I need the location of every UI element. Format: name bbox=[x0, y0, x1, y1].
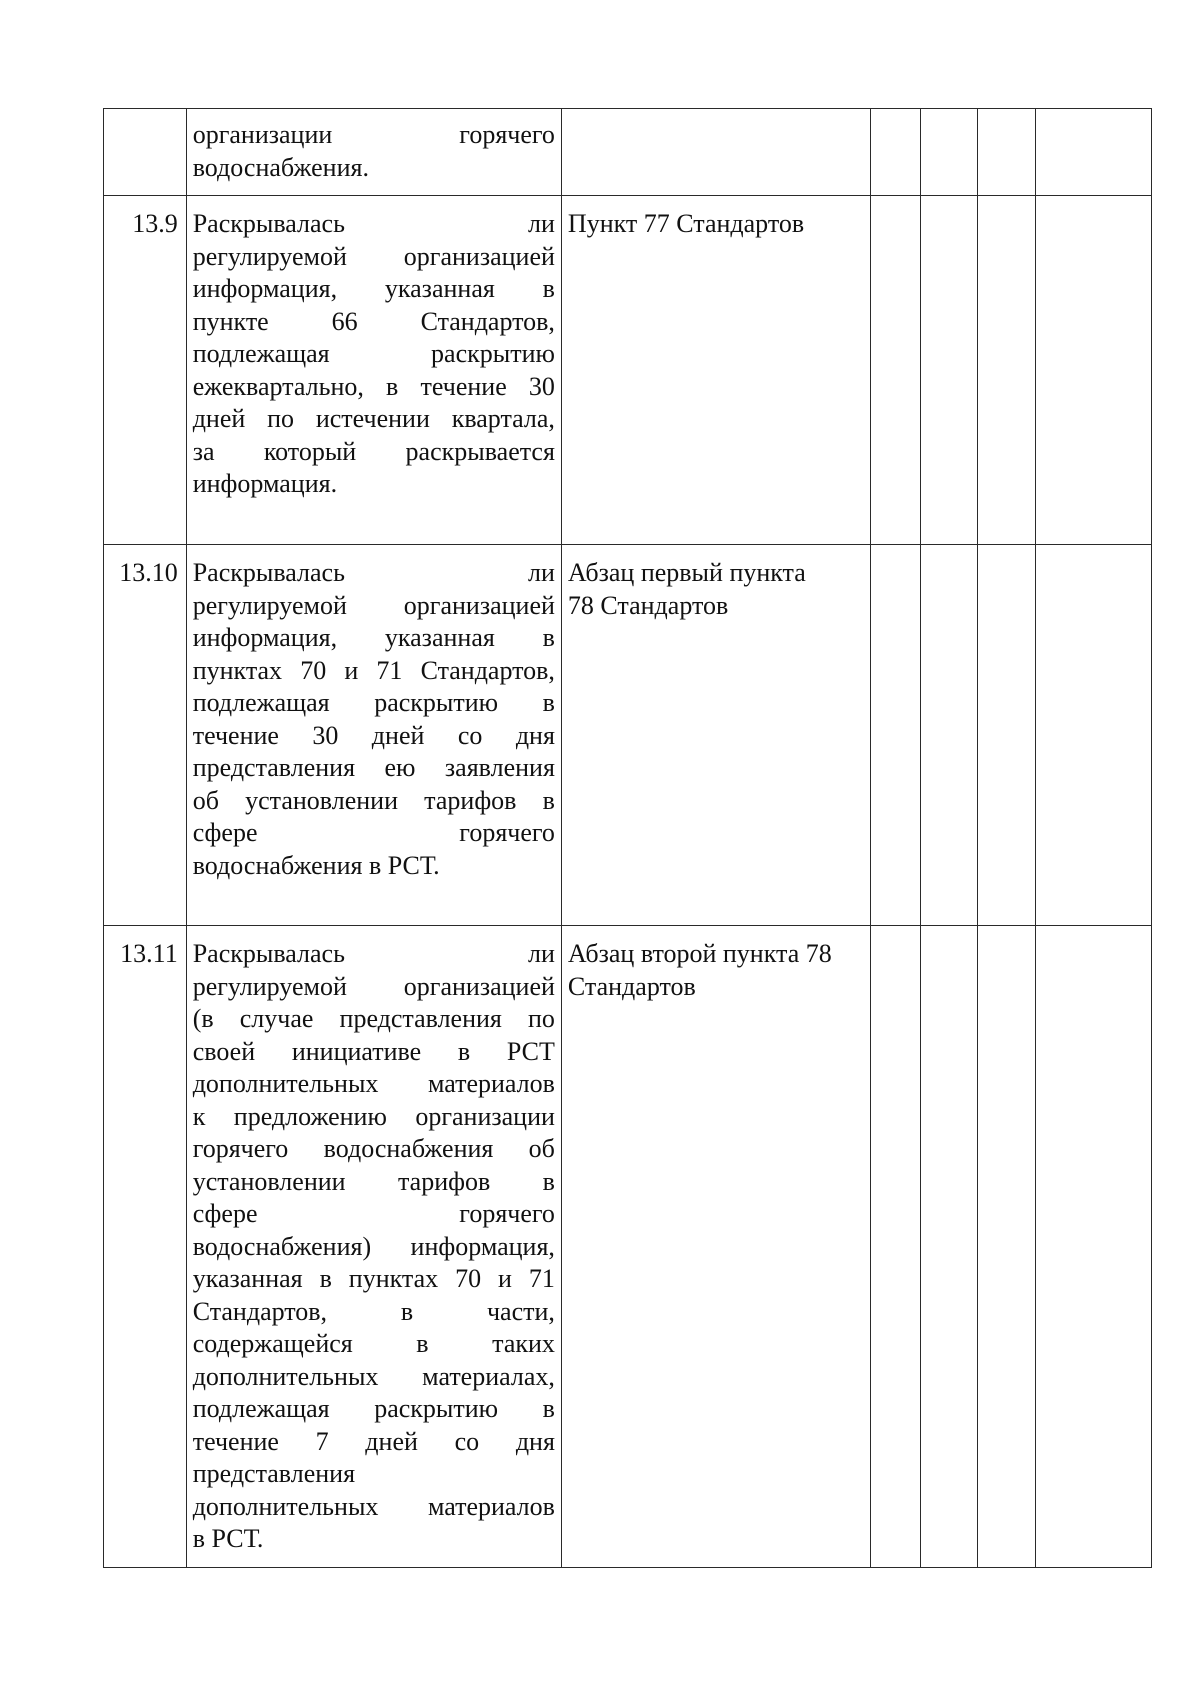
question-cell bbox=[186, 196, 561, 545]
question-line: пункте 66 Стандартов, bbox=[192, 306, 555, 336]
question-line: дополнительных материалов bbox=[192, 1491, 555, 1521]
row-number-cell bbox=[104, 109, 187, 196]
table-row bbox=[104, 109, 1152, 196]
question-line: представления ею заявления bbox=[192, 753, 555, 782]
answer-cell bbox=[978, 109, 1035, 196]
answer-cell bbox=[978, 926, 1035, 1568]
remarks-cell bbox=[1035, 109, 1151, 196]
question-line: за который раскрывается bbox=[192, 436, 555, 466]
remarks-cell bbox=[1035, 545, 1151, 926]
question-line: регулируемой организацией bbox=[192, 590, 555, 620]
table-row bbox=[104, 545, 1152, 926]
question-line: об установлении тарифов в bbox=[192, 785, 555, 815]
question-line: подлежащая раскрытию bbox=[192, 339, 555, 368]
question-line: к предложению организации bbox=[192, 1101, 555, 1131]
question-text bbox=[187, 926, 561, 1556]
question-line: водоснабжения) информация, bbox=[192, 1231, 555, 1261]
answer-cell bbox=[978, 545, 1035, 926]
answer-cell bbox=[870, 109, 920, 196]
question-line: дней по истечении квартала, bbox=[192, 404, 555, 433]
checklist-table bbox=[103, 108, 1152, 1568]
reference-text bbox=[562, 545, 870, 622]
question-line: сфере горячего bbox=[192, 818, 555, 847]
question-line: сфере горячего bbox=[192, 1199, 555, 1228]
reference-line: Абзац второй пункта 78 bbox=[567, 939, 832, 968]
table-row bbox=[104, 196, 1152, 545]
answer-cell bbox=[920, 109, 977, 196]
row-number: 13.11 bbox=[120, 939, 178, 968]
question-cell bbox=[186, 926, 561, 1568]
answer-cell bbox=[920, 545, 977, 926]
answer-cell bbox=[870, 196, 920, 545]
question-text bbox=[187, 196, 561, 501]
answer-cell bbox=[920, 926, 977, 1568]
question-line: своей инициативе в РСТ bbox=[192, 1036, 555, 1066]
reference-line: Пункт 77 Стандартов bbox=[567, 209, 805, 238]
question-text bbox=[187, 545, 561, 882]
answer-cell bbox=[870, 545, 920, 926]
remarks-cell bbox=[1035, 196, 1151, 545]
reference-cell bbox=[561, 109, 870, 196]
question-line: подлежащая раскрытию в bbox=[192, 1394, 555, 1423]
question-line: дополнительных материалов bbox=[192, 1069, 555, 1098]
reference-line: Стандартов bbox=[567, 971, 696, 1001]
question-line: ежеквартально, в течение 30 bbox=[192, 371, 555, 401]
question-line: информация, указанная в bbox=[192, 274, 555, 303]
table-row bbox=[104, 926, 1152, 1568]
row-number: 13.9 bbox=[132, 209, 178, 238]
question-line: пунктах 70 и 71 Стандартов, bbox=[192, 655, 555, 685]
question-line: Раскрывалась ли bbox=[192, 558, 555, 587]
row-number-cell bbox=[104, 926, 187, 1568]
question-line: в РСТ. bbox=[192, 1524, 264, 1553]
answer-cell bbox=[978, 196, 1035, 545]
question-line: течение 7 дней со дня bbox=[192, 1426, 555, 1456]
question-line: указанная в пунктах 70 и 71 bbox=[192, 1264, 555, 1293]
question-line: (в случае представления по bbox=[192, 1004, 555, 1033]
question-line: горячего водоснабжения об bbox=[192, 1134, 555, 1163]
question-line: информация, указанная в bbox=[192, 623, 555, 652]
question-line: водоснабжения. bbox=[192, 152, 369, 182]
question-line: водоснабжения в РСТ. bbox=[192, 850, 440, 880]
question-line: Раскрывалась ли bbox=[192, 939, 555, 968]
row-number-cell bbox=[104, 196, 187, 545]
question-line: регулируемой организацией bbox=[192, 971, 555, 1001]
reference-cell bbox=[561, 196, 870, 545]
reference-cell bbox=[561, 926, 870, 1568]
question-text bbox=[187, 109, 561, 184]
reference-cell bbox=[561, 545, 870, 926]
question-line: Стандартов, в части, bbox=[192, 1296, 555, 1326]
question-line: содержащейся в таких bbox=[192, 1329, 555, 1358]
remarks-cell bbox=[1035, 926, 1151, 1568]
question-line: дополнительных материалах, bbox=[192, 1361, 555, 1391]
reference-line: 78 Стандартов bbox=[567, 590, 729, 620]
row-number: 13.10 bbox=[119, 558, 178, 587]
question-line: установлении тарифов в bbox=[192, 1166, 555, 1196]
reference-text bbox=[562, 926, 870, 1003]
question-cell bbox=[186, 545, 561, 926]
answer-cell bbox=[920, 196, 977, 545]
question-line: регулируемой организацией bbox=[192, 241, 555, 271]
reference-text bbox=[562, 196, 870, 241]
question-line: Раскрывалась ли bbox=[192, 209, 555, 238]
question-line: подлежащая раскрытию в bbox=[192, 688, 555, 717]
answer-cell bbox=[870, 926, 920, 1568]
question-line: информация. bbox=[192, 469, 338, 498]
question-line: представления bbox=[192, 1459, 356, 1488]
question-line: течение 30 дней со дня bbox=[192, 720, 555, 750]
row-number-cell bbox=[104, 545, 187, 926]
row-number bbox=[104, 109, 186, 121]
question-cell bbox=[186, 109, 561, 196]
question-line: организации горячего bbox=[192, 120, 555, 149]
reference-line: Абзац первый пункта bbox=[567, 558, 806, 587]
